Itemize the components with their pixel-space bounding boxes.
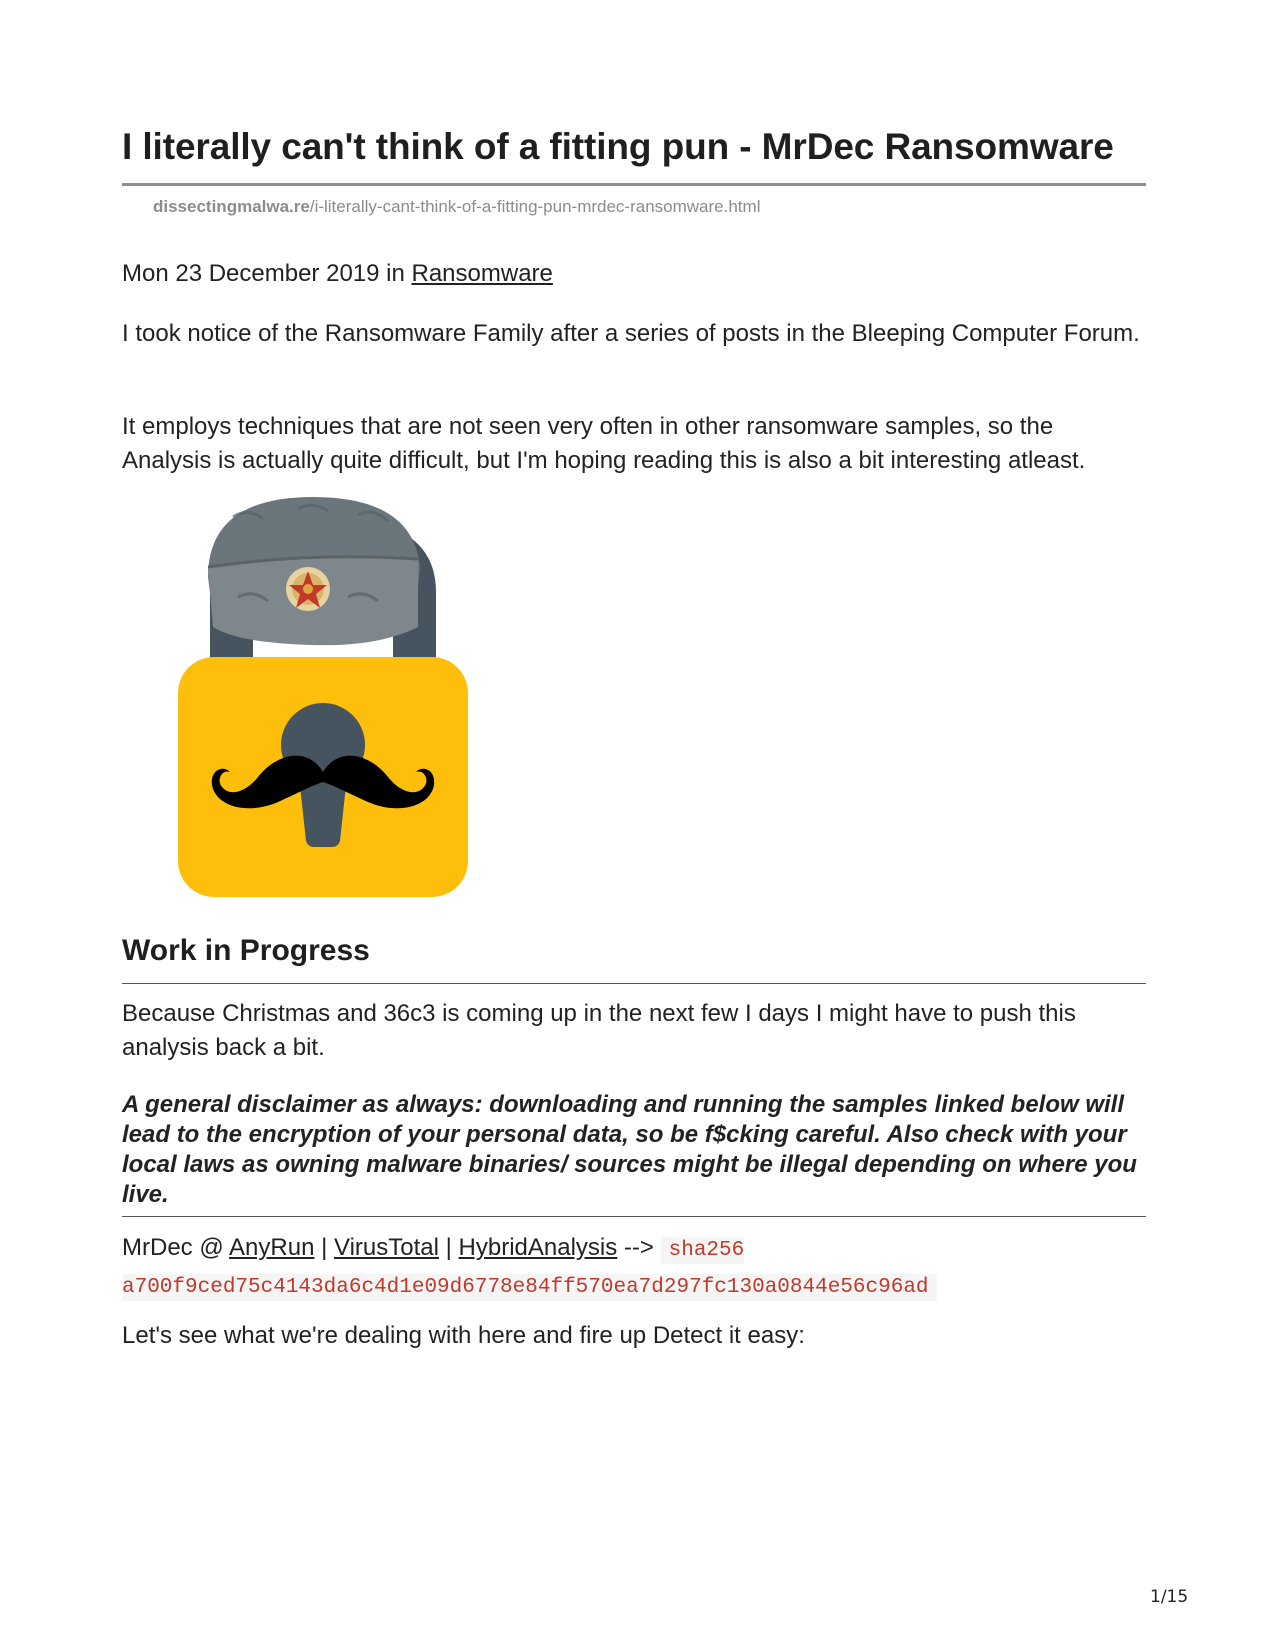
article-title: I literally can't think of a fitting pun - MrDec Ransomware (122, 126, 1114, 167)
closing-paragraph: Let's see what we're dealing with here and fire up Detect it easy: (122, 1322, 805, 1349)
disclaimer-divider (122, 1216, 1146, 1217)
intro-paragraph-1: I took notice of the Ransomware Family after a series of posts in the Bleeping Computer Forum. (122, 320, 1140, 347)
intro-paragraph-2: It employs techniques that are not seen very often in other ransomware samples, so the Analysis is actually quite difficult, but I'm hoping reading this is also a bit interesting atleast. (122, 413, 1086, 474)
section-heading: Work in Progress (122, 934, 370, 967)
page-number: 1/15 (1150, 1587, 1189, 1607)
article-meta (122, 260, 553, 288)
link-separator: | (314, 1234, 335, 1261)
virustotal-link[interactable]: VirusTotal (334, 1234, 439, 1261)
category-link[interactable]: Ransomware (411, 260, 553, 287)
article-date: Mon 23 December 2019 in (122, 260, 412, 287)
anyrun-link[interactable]: AnyRun (229, 1234, 315, 1261)
source-domain: dissectingmalwa.re (153, 197, 310, 216)
sample-prefix: MrDec @ (122, 1234, 230, 1261)
link-separator: | (438, 1234, 459, 1261)
wip-paragraph: Because Christmas and 36c3 is coming up in the next few I days I might have to push this analysis back a bit. (122, 1000, 1076, 1061)
disclaimer: A general disclaimer as always: downloading and running the samples linked below will lead to the encryption of your personal data, so be f$cking careful. Also check with your local laws as owning malware binaries/ sources might be illegal depending on where you live. (122, 1091, 1137, 1208)
source-url (153, 197, 760, 217)
padlock-with-ushanka-hat-and-mustache-icon (178, 497, 468, 905)
section-divider (122, 983, 1146, 984)
sample-info (122, 1231, 1146, 1305)
title-divider (122, 183, 1146, 186)
source-path: /i-literally-cant-think-of-a-fitting-pun-mrdec-ransomware.html (309, 197, 761, 216)
hybridanalysis-link[interactable]: HybridAnalysis (458, 1234, 618, 1261)
hash-label: sha256 (668, 1239, 745, 1262)
hash-value: a700f9ced75c4143da6c4d1e09d6778e84ff570ea7d297fc130a0844e56c96ad (122, 1276, 929, 1299)
arrow-text: --> (617, 1234, 661, 1261)
